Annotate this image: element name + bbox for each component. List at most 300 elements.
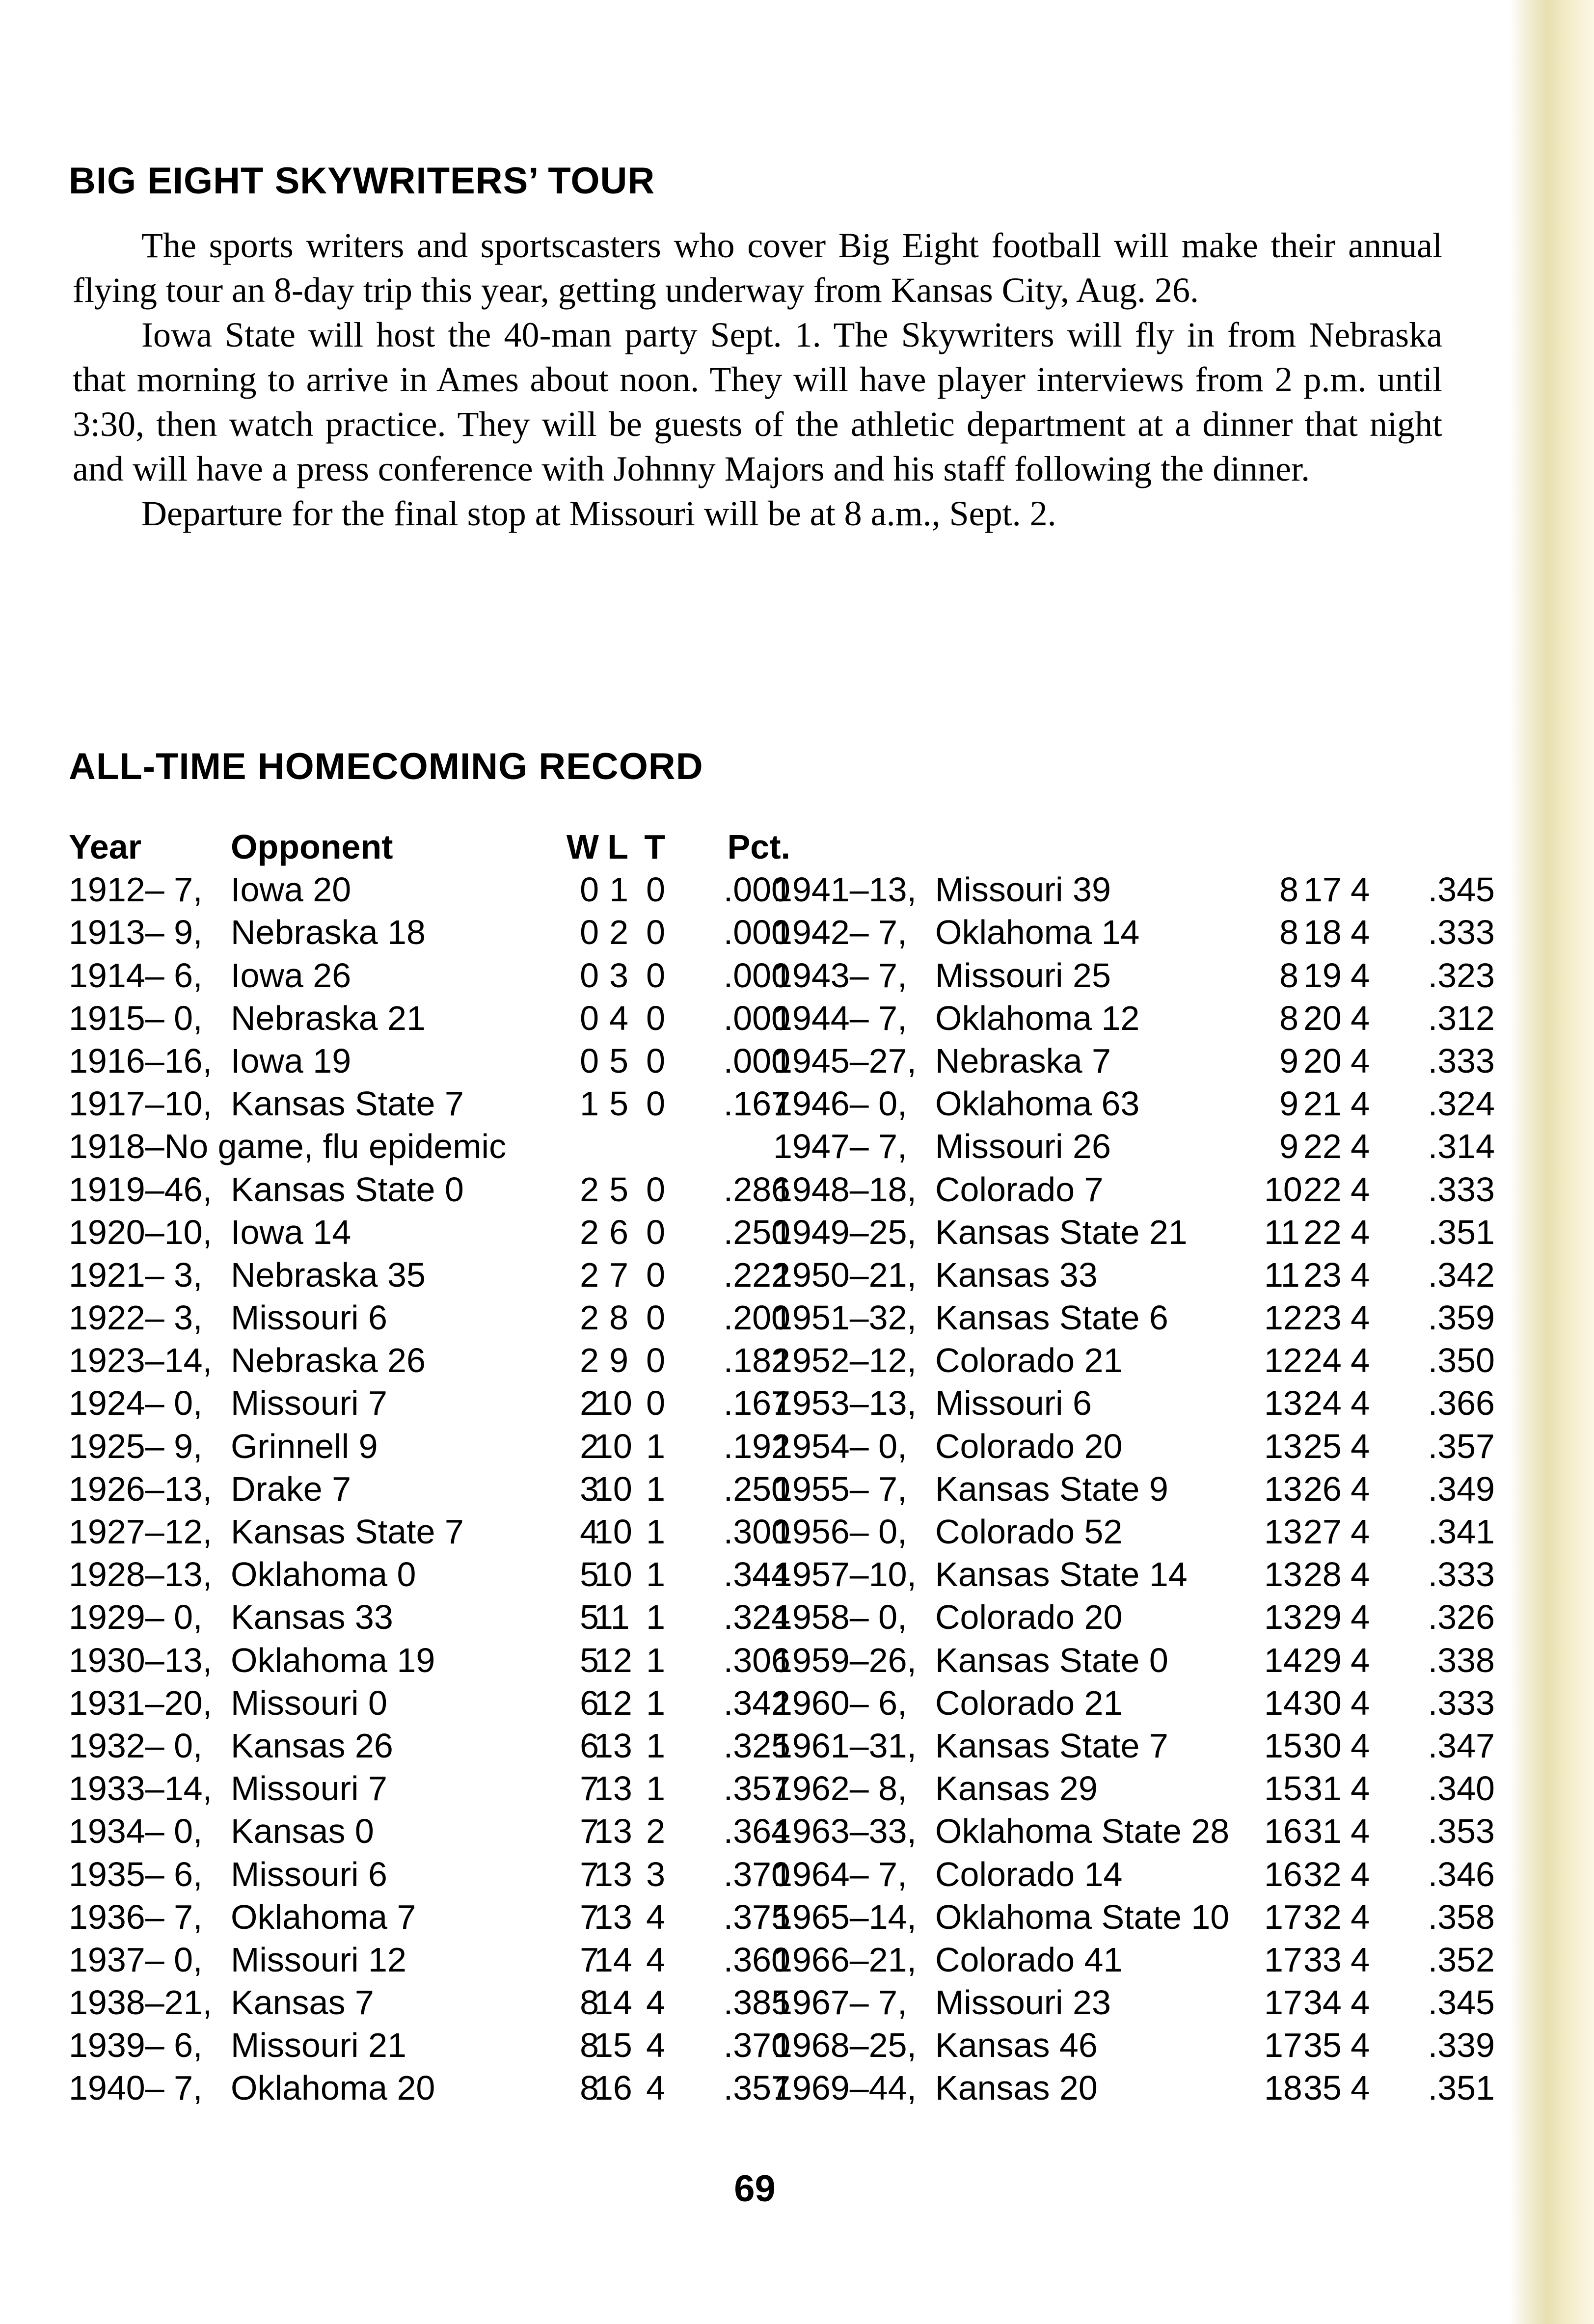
row-opponent: Nebraska 7 (935, 1041, 1111, 1080)
header-year: Year (69, 828, 141, 866)
table-row (69, 868, 790, 911)
row-losses: 17 (1303, 870, 1342, 909)
table-row (773, 1082, 1495, 1125)
row-ties: 4 (1351, 2069, 1370, 2108)
table-row (69, 1382, 790, 1425)
table-row (69, 1339, 790, 1382)
row-opponent: Missouri 21 (231, 2026, 406, 2065)
row-year: 1931–20, (69, 1683, 212, 1722)
table-row (69, 1511, 790, 1553)
table-row (773, 1682, 1495, 1725)
row-opponent: Kansas 26 (231, 1726, 393, 1765)
row-ties: 1 (646, 1683, 665, 1722)
row-opponent: Missouri 39 (935, 870, 1111, 909)
row-losses: 18 (1303, 913, 1342, 952)
row-pct: .192 (723, 1427, 790, 1465)
row-ties: 4 (1351, 1598, 1370, 1637)
row-losses: 13 (594, 1812, 632, 1851)
row-losses: 10 (594, 1513, 632, 1551)
table-row (69, 954, 790, 997)
row-opponent: Missouri 26 (935, 1127, 1111, 1166)
row-wins: 0 (580, 870, 599, 909)
row-losses: 5 (609, 1084, 628, 1123)
table-row (773, 1040, 1495, 1082)
row-wins: 8 (580, 1983, 599, 2022)
row-opponent: Colorado 52 (935, 1513, 1123, 1551)
table-row (69, 1596, 790, 1639)
row-pct: .360 (723, 1940, 790, 1979)
row-year: 1914– 6, (69, 956, 203, 995)
row-opponent: Nebraska 26 (231, 1341, 426, 1380)
row-wins: 17 (1264, 1940, 1302, 1979)
table-row (69, 1939, 790, 1981)
row-opponent: Missouri 6 (231, 1855, 387, 1893)
row-ties: 4 (1351, 913, 1370, 952)
row-pct: .375 (723, 1897, 790, 1936)
row-opponent: Kansas State 0 (231, 1170, 464, 1209)
row-opponent: Kansas State 9 (935, 1469, 1168, 1508)
row-losses: 35 (1303, 2069, 1342, 2108)
row-ties: 1 (646, 1469, 665, 1508)
row-wins: 7 (580, 1897, 599, 1936)
row-losses: 25 (1303, 1427, 1342, 1465)
row-losses: 21 (1303, 1084, 1342, 1123)
row-ties: 1 (646, 1641, 665, 1679)
row-opponent: Kansas 46 (935, 2026, 1098, 2065)
row-year: 1932– 0, (69, 1726, 203, 1765)
row-year: 1923–14, (69, 1341, 212, 1380)
table-row (69, 1896, 790, 1939)
row-year: 1960– 6, (773, 1683, 907, 1722)
row-opponent: Grinnell 9 (231, 1427, 378, 1465)
row-opponent: Missouri 12 (231, 1940, 406, 1979)
row-pct: .333 (1428, 1041, 1495, 1080)
row-losses: 7 (609, 1255, 628, 1294)
row-wins: 12 (1264, 1341, 1302, 1380)
row-pct: .338 (1428, 1641, 1495, 1679)
row-pct: .222 (723, 1255, 790, 1294)
row-losses: 33 (1303, 1940, 1342, 1979)
table-row (69, 997, 790, 1040)
header-ties: T (644, 828, 665, 866)
row-ties: 1 (646, 1513, 665, 1551)
row-opponent: Oklahoma 20 (231, 2069, 435, 2108)
row-opponent: Colorado 7 (935, 1170, 1104, 1209)
header-pct: Pct. (727, 828, 790, 866)
table-row (773, 1297, 1495, 1339)
row-pct: .351 (1428, 1213, 1495, 1251)
header-wins: W (566, 828, 599, 866)
row-ties: 1 (646, 1769, 665, 1808)
row-pct: .385 (723, 1983, 790, 2022)
row-losses: 5 (609, 1041, 628, 1080)
row-pct: .357 (723, 2069, 790, 2108)
row-ties: 0 (646, 1170, 665, 1209)
row-year: 1926–13, (69, 1469, 212, 1508)
row-wins: 14 (1264, 1683, 1302, 1722)
row-losses: 30 (1303, 1683, 1342, 1722)
row-ties: 0 (646, 999, 665, 1037)
row-opponent: Colorado 20 (935, 1427, 1123, 1465)
row-wins: 6 (580, 1683, 599, 1722)
row-pct: .323 (1428, 956, 1495, 995)
row-losses: 22 (1303, 1170, 1342, 1209)
row-year: 1941–13, (773, 870, 917, 909)
row-ties: 3 (646, 1855, 665, 1893)
row-ties: 0 (646, 1384, 665, 1423)
row-ties: 0 (646, 913, 665, 952)
row-wins: 2 (580, 1213, 599, 1251)
row-pct: .344 (723, 1555, 790, 1594)
page-number: 69 (734, 2168, 776, 2210)
table-row (773, 1810, 1495, 1853)
row-year: 1942– 7, (773, 913, 907, 952)
row-losses: 26 (1303, 1469, 1342, 1508)
table-row (773, 1725, 1495, 1767)
row-ties: 4 (646, 2069, 665, 2108)
row-ties: 4 (1351, 1384, 1370, 1423)
row-year: 1959–26, (773, 1641, 917, 1679)
row-year: 1917–10, (69, 1084, 212, 1123)
row-ties: 4 (1351, 1255, 1370, 1294)
row-losses: 6 (609, 1213, 628, 1251)
row-year: 1964– 7, (773, 1855, 907, 1893)
row-pct: .364 (723, 1812, 790, 1851)
table-row (69, 1981, 790, 2024)
row-ties: 4 (1351, 1812, 1370, 1851)
row-pct: .326 (1428, 1598, 1495, 1637)
row-wins: 11 (1264, 1213, 1300, 1251)
row-year: 1944– 7, (773, 999, 907, 1037)
table-row (773, 2067, 1495, 2109)
row-year: 1912– 7, (69, 870, 203, 909)
row-opponent: Oklahoma 7 (231, 1897, 416, 1936)
row-opponent: Nebraska 35 (231, 1255, 426, 1294)
row-ties: 4 (1351, 1683, 1370, 1722)
row-ties: 4 (1351, 1127, 1370, 1166)
row-pct: .333 (1428, 1683, 1495, 1722)
row-losses: 34 (1303, 1983, 1342, 2022)
row-wins: 15 (1264, 1769, 1302, 1808)
row-pct: .350 (1428, 1341, 1495, 1380)
table-row (69, 911, 790, 954)
row-wins: 18 (1264, 2069, 1302, 2108)
table-body-right (773, 868, 1495, 2109)
table-row (69, 1040, 790, 1082)
row-year: 1913– 9, (69, 913, 203, 952)
row-wins: 13 (1264, 1555, 1302, 1594)
row-opponent: Oklahoma 63 (935, 1084, 1140, 1123)
row-wins: 7 (580, 1855, 599, 1893)
row-ties: 1 (646, 1427, 665, 1465)
row-pct: .341 (1428, 1513, 1495, 1551)
row-ties: 4 (1351, 1555, 1370, 1594)
row-ties: 4 (1351, 1897, 1370, 1936)
row-year: 1940– 7, (69, 2069, 203, 2108)
table-row (69, 1639, 790, 1682)
row-wins: 16 (1264, 1855, 1302, 1893)
row-losses: 32 (1303, 1897, 1342, 1936)
table-row (773, 1168, 1495, 1211)
row-losses: 4 (609, 999, 628, 1037)
row-losses: 12 (594, 1641, 632, 1679)
row-pct: .325 (723, 1726, 790, 1765)
row-pct: .357 (1428, 1427, 1495, 1465)
row-losses: 12 (594, 1683, 632, 1722)
row-wins: 13 (1264, 1427, 1302, 1465)
row-opponent: Nebraska 21 (231, 999, 426, 1037)
row-pct: .314 (1428, 1127, 1495, 1166)
table-row (69, 1767, 790, 1810)
row-losses: 35 (1303, 2026, 1342, 2065)
row-losses: 13 (594, 1769, 632, 1808)
row-opponent: Colorado 21 (935, 1341, 1123, 1380)
table-row (773, 1853, 1495, 1896)
row-losses: 10 (594, 1469, 632, 1508)
row-ties: 0 (646, 1298, 665, 1337)
row-wins: 16 (1264, 1812, 1302, 1851)
row-opponent: Iowa 14 (231, 1213, 351, 1251)
row-pct: .250 (723, 1213, 790, 1251)
row-opponent: Colorado 41 (935, 1940, 1123, 1979)
row-year: 1915– 0, (69, 999, 203, 1037)
row-wins: 5 (580, 1641, 599, 1679)
table-row (773, 1896, 1495, 1939)
row-losses: 22 (1303, 1127, 1342, 1166)
row-ties: 4 (1351, 1855, 1370, 1893)
row-opponent: Kansas 33 (231, 1598, 393, 1637)
table-header-row (69, 826, 790, 868)
row-ties: 4 (1351, 2026, 1370, 2065)
table-row (773, 1339, 1495, 1382)
table-row (773, 868, 1495, 911)
row-wins: 14 (1264, 1641, 1302, 1679)
table-row (773, 997, 1495, 1040)
row-ties: 1 (646, 1555, 665, 1594)
row-year: 1956– 0, (773, 1513, 907, 1551)
row-wins: 7 (580, 1812, 599, 1851)
row-wins: 2 (580, 1427, 599, 1465)
table-row (69, 1553, 790, 1596)
table-row (69, 1725, 790, 1767)
row-ties: 4 (646, 1940, 665, 1979)
row-pct: .370 (723, 2026, 790, 2065)
row-losses: 16 (594, 2069, 632, 2108)
row-losses: 3 (609, 956, 628, 995)
row-ties: 4 (1351, 1298, 1370, 1337)
row-wins: 0 (580, 956, 599, 995)
row-year: 1969–44, (773, 2069, 917, 2108)
row-year: 1947– 7, (773, 1127, 907, 1166)
row-pct: .342 (1428, 1255, 1495, 1294)
row-year: 1952–12, (773, 1341, 917, 1380)
table-body-left (69, 868, 790, 2109)
row-losses: 10 (594, 1427, 632, 1465)
row-opponent: Colorado 20 (935, 1598, 1123, 1637)
table-row (69, 1254, 790, 1297)
row-ties: 4 (1351, 999, 1370, 1037)
row-losses: 20 (1303, 1041, 1342, 1080)
row-wins: 13 (1264, 1384, 1302, 1423)
row-opponent: Missouri 23 (935, 1983, 1111, 2022)
row-losses: 1 (609, 870, 628, 909)
row-wins: 8 (1279, 999, 1298, 1037)
row-opponent: Colorado 21 (935, 1683, 1123, 1722)
row-pct: .345 (1428, 870, 1495, 909)
row-year: 1924– 0, (69, 1384, 203, 1423)
row-opponent: Kansas 29 (935, 1769, 1098, 1808)
row-wins: 15 (1264, 1726, 1302, 1765)
row-pct: .312 (1428, 999, 1495, 1037)
row-losses: 9 (609, 1341, 628, 1380)
row-pct: .000 (723, 1041, 790, 1080)
row-pct: .349 (1428, 1469, 1495, 1508)
row-losses: 24 (1303, 1384, 1342, 1423)
row-losses: 23 (1303, 1298, 1342, 1337)
row-losses: 5 (609, 1170, 628, 1209)
row-wins: 2 (580, 1255, 599, 1294)
row-opponent: Kansas State 7 (231, 1513, 464, 1551)
row-opponent: Missouri 25 (935, 956, 1111, 995)
row-year: 1922– 3, (69, 1298, 203, 1337)
row-year: 1949–25, (773, 1213, 917, 1251)
row-ties: 4 (1351, 1769, 1370, 1808)
row-ties: 4 (1351, 1983, 1370, 2022)
homecoming-heading: ALL-TIME HOMECOMING RECORD (69, 746, 703, 787)
row-wins: 3 (580, 1469, 599, 1508)
row-pct: .370 (723, 1855, 790, 1893)
row-ties: 0 (646, 1255, 665, 1294)
row-year: 1951–32, (773, 1298, 917, 1337)
row-pct: .324 (1428, 1084, 1495, 1123)
row-year: 1965–14, (773, 1897, 917, 1936)
row-wins: 10 (1264, 1170, 1302, 1209)
row-year: 1935– 6, (69, 1855, 203, 1893)
row-losses: 29 (1303, 1641, 1342, 1679)
row-year: 1918–No game, flu epidemic (69, 1127, 507, 1166)
row-wins: 2 (580, 1170, 599, 1209)
row-pct: .342 (723, 1683, 790, 1722)
row-pct: .333 (1428, 1555, 1495, 1594)
row-losses: 27 (1303, 1513, 1342, 1551)
row-pct: .358 (1428, 1897, 1495, 1936)
skywriters-paragraph: The sports writers and sportscasters who cover Big Eight football will make their annual flying tour an 8-day trip this year, getting underway from Kansas City, Aug. 26. (73, 226, 1442, 310)
row-ties: 4 (1351, 1170, 1370, 1209)
row-opponent: Kansas State 6 (935, 1298, 1168, 1337)
row-losses: 22 (1303, 1213, 1342, 1251)
row-wins: 2 (580, 1384, 599, 1423)
row-wins: 2 (580, 1341, 599, 1380)
table-row (69, 1853, 790, 1896)
row-year: 1954– 0, (773, 1427, 907, 1465)
row-opponent: Nebraska 18 (231, 913, 426, 952)
row-wins: 8 (1279, 870, 1298, 909)
row-pct: .359 (1428, 1298, 1495, 1337)
row-ties: 0 (646, 1213, 665, 1251)
row-year: 1934– 0, (69, 1812, 203, 1851)
table-row (69, 2067, 790, 2109)
row-year: 1953–13, (773, 1384, 917, 1423)
table-row (773, 1254, 1495, 1297)
row-losses: 31 (1303, 1812, 1342, 1851)
table-row (773, 1211, 1495, 1254)
homecoming-table-right (773, 826, 1495, 2110)
table-row (773, 1382, 1495, 1425)
row-ties: 4 (1351, 956, 1370, 995)
row-ties: 2 (646, 1812, 665, 1851)
row-losses: 13 (594, 1897, 632, 1936)
row-opponent: Drake 7 (231, 1469, 351, 1508)
row-opponent: Oklahoma 14 (935, 913, 1140, 952)
table-header-spacer (773, 826, 1485, 868)
row-losses: 11 (594, 1598, 630, 1637)
row-pct: .357 (723, 1769, 790, 1808)
row-wins: 9 (1279, 1041, 1298, 1080)
table-row (773, 1939, 1495, 1981)
row-year: 1919–46, (69, 1170, 212, 1209)
row-wins: 8 (1279, 913, 1298, 952)
row-year: 1945–27, (773, 1041, 917, 1080)
row-year: 1936– 7, (69, 1897, 203, 1936)
row-wins: 17 (1264, 2026, 1302, 2065)
row-pct: .347 (1428, 1726, 1495, 1765)
row-wins: 5 (580, 1598, 599, 1637)
skywriters-heading: BIG EIGHT SKYWRITERS’ TOUR (69, 160, 655, 202)
row-wins: 0 (580, 999, 599, 1037)
row-ties: 1 (646, 1726, 665, 1765)
row-ties: 4 (1351, 1641, 1370, 1679)
row-pct: .167 (723, 1084, 790, 1123)
row-wins: 0 (580, 1041, 599, 1080)
row-opponent: Missouri 6 (231, 1298, 387, 1337)
row-opponent: Oklahoma 12 (935, 999, 1140, 1037)
row-wins: 13 (1264, 1598, 1302, 1637)
row-year: 1962– 8, (773, 1769, 907, 1808)
row-opponent: Kansas 0 (231, 1812, 374, 1851)
row-year: 1955– 7, (773, 1469, 907, 1508)
row-opponent: Iowa 26 (231, 956, 351, 995)
row-opponent: Iowa 19 (231, 1041, 351, 1080)
row-year: 1966–21, (773, 1940, 917, 1979)
row-opponent: Kansas 7 (231, 1983, 374, 2022)
row-pct: .306 (723, 1641, 790, 1679)
row-opponent: Kansas 20 (935, 2069, 1098, 2108)
table-row (773, 2024, 1495, 2067)
row-pct: .250 (723, 1469, 790, 1508)
row-pct: .339 (1428, 2026, 1495, 2065)
table-row (773, 1425, 1495, 1468)
row-year: 1925– 9, (69, 1427, 203, 1465)
table-row (69, 1125, 781, 1168)
row-ties: 4 (1351, 1341, 1370, 1380)
row-year: 1929– 0, (69, 1598, 203, 1637)
row-wins: 2 (580, 1298, 599, 1337)
row-wins: 8 (580, 2026, 599, 2065)
row-opponent: Kansas State 21 (935, 1213, 1188, 1251)
row-wins: 1 (580, 1084, 599, 1123)
table-row (773, 1553, 1495, 1596)
table-row (773, 1767, 1495, 1810)
row-ties: 4 (646, 1983, 665, 2022)
row-pct: .286 (723, 1170, 790, 1209)
row-opponent: Missouri 0 (231, 1683, 387, 1722)
row-pct: .353 (1428, 1812, 1495, 1851)
row-pct: .333 (1428, 913, 1495, 952)
row-losses: 13 (594, 1855, 632, 1893)
row-opponent: Kansas 33 (935, 1255, 1098, 1294)
row-pct: .333 (1428, 1170, 1495, 1209)
row-wins: 17 (1264, 1897, 1302, 1936)
